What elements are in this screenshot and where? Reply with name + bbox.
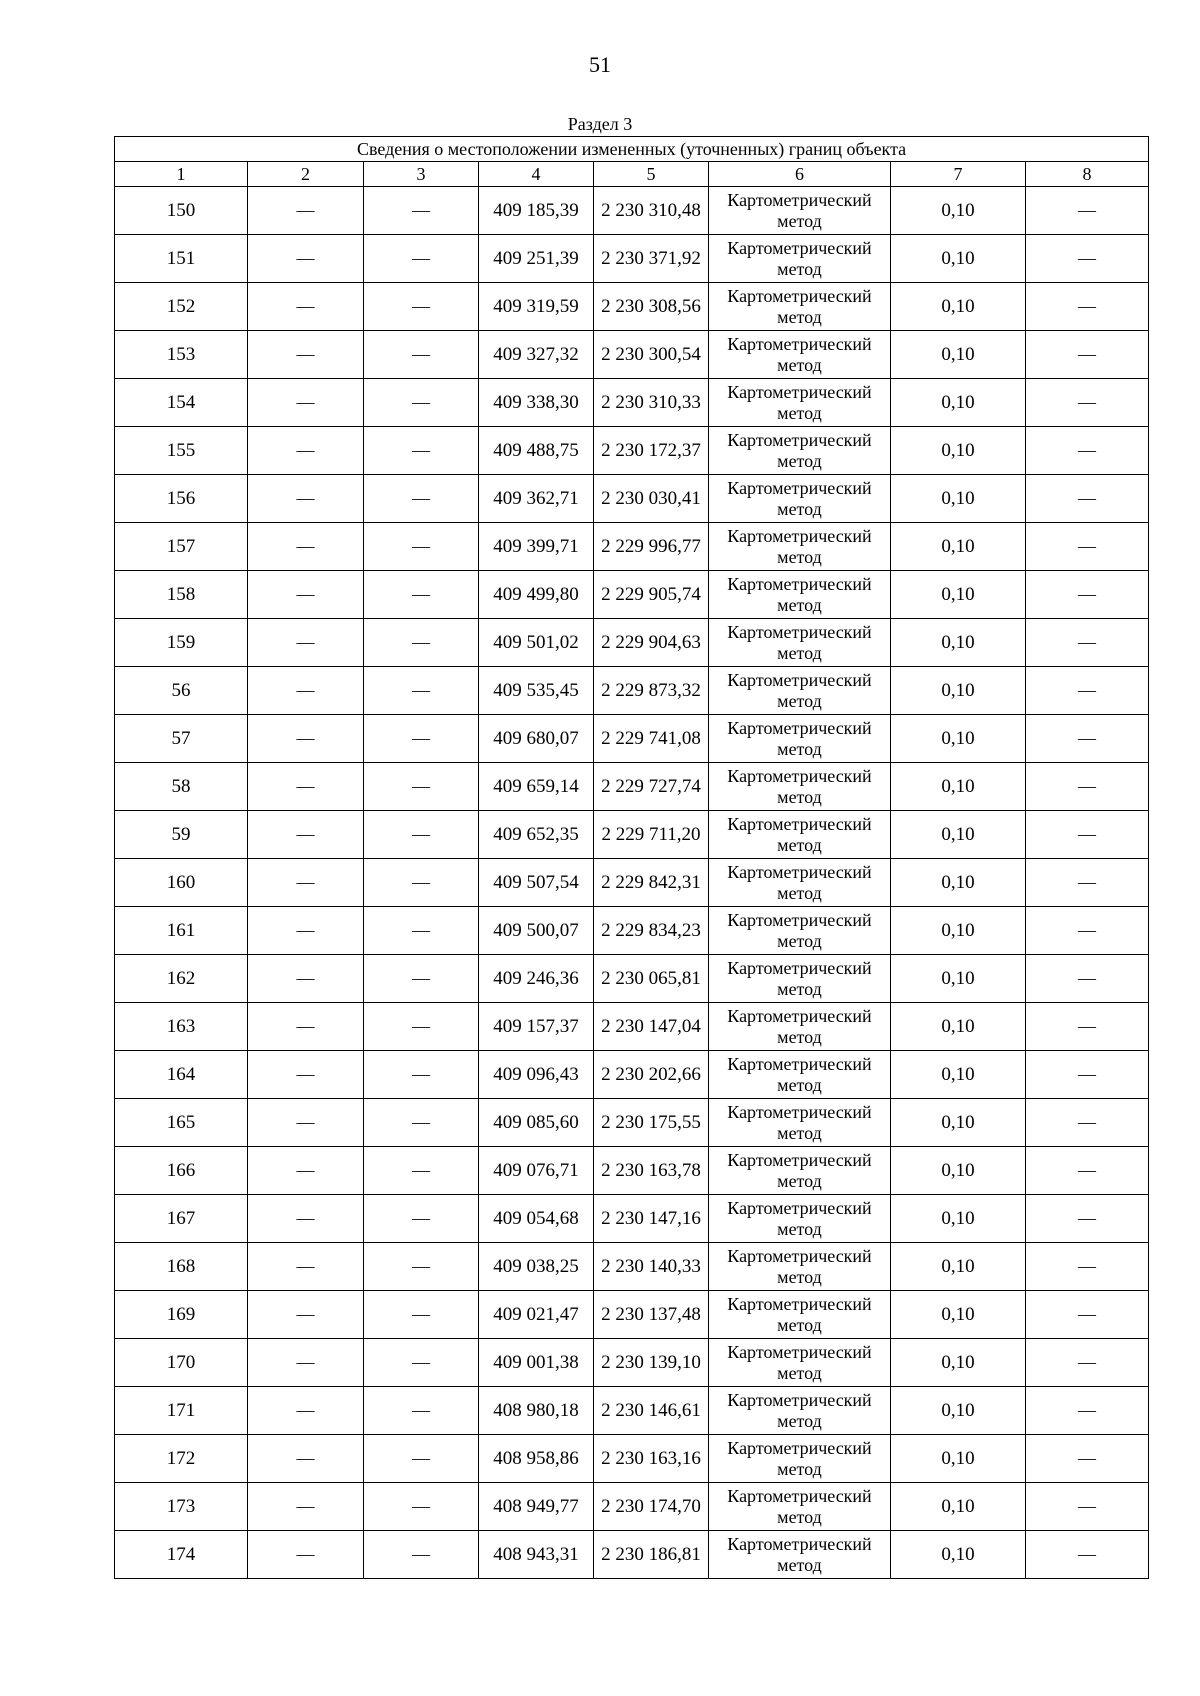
column-3-cell: — bbox=[364, 1051, 479, 1099]
point-number-cell: 174 bbox=[115, 1531, 248, 1579]
x-coordinate-cell: 408 943,31 bbox=[479, 1531, 594, 1579]
table-row bbox=[115, 475, 1149, 523]
accuracy-cell: 0,10 bbox=[891, 1531, 1026, 1579]
table-row bbox=[115, 859, 1149, 907]
x-coordinate-cell: 409 251,39 bbox=[479, 235, 594, 283]
x-coordinate-cell: 409 535,45 bbox=[479, 667, 594, 715]
column-3-cell: — bbox=[364, 667, 479, 715]
point-number-cell: 155 bbox=[115, 427, 248, 475]
column-3-cell: — bbox=[364, 523, 479, 571]
x-coordinate-cell: 409 680,07 bbox=[479, 715, 594, 763]
method-cell: Картометрический метод bbox=[709, 523, 891, 571]
x-coordinate-cell: 409 096,43 bbox=[479, 1051, 594, 1099]
accuracy-cell: 0,10 bbox=[891, 1051, 1026, 1099]
point-number-cell: 156 bbox=[115, 475, 248, 523]
column-8-cell: — bbox=[1026, 667, 1149, 715]
column-2-cell: — bbox=[248, 811, 364, 859]
method-cell: Картометрический метод bbox=[709, 1243, 891, 1291]
point-number-cell: 161 bbox=[115, 907, 248, 955]
point-number-cell: 151 bbox=[115, 235, 248, 283]
method-cell: Картометрический метод bbox=[709, 331, 891, 379]
point-number-cell: 158 bbox=[115, 571, 248, 619]
section-label: Раздел 3 bbox=[567, 114, 633, 134]
point-number-cell: 56 bbox=[115, 667, 248, 715]
point-number-cell: 169 bbox=[115, 1291, 248, 1339]
table-row bbox=[115, 187, 1149, 235]
column-3-cell: — bbox=[364, 1003, 479, 1051]
table-row bbox=[115, 1387, 1149, 1435]
column-8-cell: — bbox=[1026, 187, 1149, 235]
column-2-cell: — bbox=[248, 475, 364, 523]
table-row bbox=[115, 1483, 1149, 1531]
column-2-cell: — bbox=[248, 955, 364, 1003]
x-coordinate-cell: 409 157,37 bbox=[479, 1003, 594, 1051]
column-2-cell: — bbox=[248, 235, 364, 283]
y-coordinate-cell: 2 229 741,08 bbox=[594, 715, 709, 763]
column-3-cell: — bbox=[364, 763, 479, 811]
method-cell: Картометрический метод bbox=[709, 667, 891, 715]
column-8-cell: — bbox=[1026, 427, 1149, 475]
column-3-cell: — bbox=[364, 331, 479, 379]
column-2-cell: — bbox=[248, 523, 364, 571]
column-2-cell: — bbox=[248, 859, 364, 907]
y-coordinate-cell: 2 229 904,63 bbox=[594, 619, 709, 667]
column-3-cell: — bbox=[364, 811, 479, 859]
accuracy-cell: 0,10 bbox=[891, 1195, 1026, 1243]
method-cell: Картометрический метод bbox=[709, 907, 891, 955]
column-8-cell: — bbox=[1026, 1243, 1149, 1291]
table-caption-row bbox=[115, 137, 1149, 162]
column-3-cell: — bbox=[364, 1435, 479, 1483]
method-cell: Картометрический метод bbox=[709, 571, 891, 619]
x-coordinate-cell: 409 054,68 bbox=[479, 1195, 594, 1243]
method-cell: Картометрический метод bbox=[709, 1147, 891, 1195]
column-8-cell: — bbox=[1026, 1003, 1149, 1051]
x-coordinate-cell: 409 399,71 bbox=[479, 523, 594, 571]
column-8-cell: — bbox=[1026, 907, 1149, 955]
column-2-cell: — bbox=[248, 1243, 364, 1291]
method-cell: Картометрический метод bbox=[709, 427, 891, 475]
accuracy-cell: 0,10 bbox=[891, 859, 1026, 907]
x-coordinate-cell: 409 500,07 bbox=[479, 907, 594, 955]
x-coordinate-cell: 409 185,39 bbox=[479, 187, 594, 235]
column-2-cell: — bbox=[248, 1291, 364, 1339]
column-2-cell: — bbox=[248, 1099, 364, 1147]
column-3-cell: — bbox=[364, 1291, 479, 1339]
column-2-cell: — bbox=[248, 427, 364, 475]
column-8-cell: — bbox=[1026, 1051, 1149, 1099]
accuracy-cell: 0,10 bbox=[891, 715, 1026, 763]
table-row bbox=[115, 619, 1149, 667]
column-8-cell: — bbox=[1026, 1339, 1149, 1387]
y-coordinate-cell: 2 230 308,56 bbox=[594, 283, 709, 331]
y-coordinate-cell: 2 230 147,16 bbox=[594, 1195, 709, 1243]
point-number-cell: 157 bbox=[115, 523, 248, 571]
table-row bbox=[115, 667, 1149, 715]
point-number-cell: 58 bbox=[115, 763, 248, 811]
column-8-cell: — bbox=[1026, 811, 1149, 859]
column-number: 4 bbox=[479, 162, 594, 187]
table-row bbox=[115, 955, 1149, 1003]
method-cell: Картометрический метод bbox=[709, 235, 891, 283]
accuracy-cell: 0,10 bbox=[891, 955, 1026, 1003]
column-8-cell: — bbox=[1026, 331, 1149, 379]
x-coordinate-cell: 409 076,71 bbox=[479, 1147, 594, 1195]
x-coordinate-cell: 409 499,80 bbox=[479, 571, 594, 619]
column-2-cell: — bbox=[248, 571, 364, 619]
y-coordinate-cell: 2 230 139,10 bbox=[594, 1339, 709, 1387]
accuracy-cell: 0,10 bbox=[891, 763, 1026, 811]
x-coordinate-cell: 408 980,18 bbox=[479, 1387, 594, 1435]
column-3-cell: — bbox=[364, 571, 479, 619]
column-2-cell: — bbox=[248, 907, 364, 955]
accuracy-cell: 0,10 bbox=[891, 187, 1026, 235]
column-2-cell: — bbox=[248, 1531, 364, 1579]
method-cell: Картометрический метод bbox=[709, 763, 891, 811]
column-8-cell: — bbox=[1026, 955, 1149, 1003]
column-8-cell: — bbox=[1026, 1291, 1149, 1339]
accuracy-cell: 0,10 bbox=[891, 475, 1026, 523]
column-3-cell: — bbox=[364, 1387, 479, 1435]
y-coordinate-cell: 2 230 140,33 bbox=[594, 1243, 709, 1291]
column-2-cell: — bbox=[248, 1003, 364, 1051]
point-number-cell: 150 bbox=[115, 187, 248, 235]
column-3-cell: — bbox=[364, 283, 479, 331]
column-8-cell: — bbox=[1026, 523, 1149, 571]
table-row bbox=[115, 1147, 1149, 1195]
x-coordinate-cell: 409 652,35 bbox=[479, 811, 594, 859]
accuracy-cell: 0,10 bbox=[891, 811, 1026, 859]
method-cell: Картометрический метод bbox=[709, 859, 891, 907]
method-cell: Картометрический метод bbox=[709, 187, 891, 235]
point-number-cell: 57 bbox=[115, 715, 248, 763]
table-row bbox=[115, 1243, 1149, 1291]
column-3-cell: — bbox=[364, 379, 479, 427]
accuracy-cell: 0,10 bbox=[891, 907, 1026, 955]
accuracy-cell: 0,10 bbox=[891, 1483, 1026, 1531]
method-cell: Картометрический метод bbox=[709, 475, 891, 523]
y-coordinate-cell: 2 230 174,70 bbox=[594, 1483, 709, 1531]
x-coordinate-cell: 409 001,38 bbox=[479, 1339, 594, 1387]
y-coordinate-cell: 2 230 147,04 bbox=[594, 1003, 709, 1051]
y-coordinate-cell: 2 230 202,66 bbox=[594, 1051, 709, 1099]
column-number: 6 bbox=[709, 162, 891, 187]
table-row bbox=[115, 1099, 1149, 1147]
accuracy-cell: 0,10 bbox=[891, 1435, 1026, 1483]
x-coordinate-cell: 409 246,36 bbox=[479, 955, 594, 1003]
accuracy-cell: 0,10 bbox=[891, 235, 1026, 283]
method-cell: Картометрический метод bbox=[709, 955, 891, 1003]
column-8-cell: — bbox=[1026, 619, 1149, 667]
table-row bbox=[115, 907, 1149, 955]
method-cell: Картометрический метод bbox=[709, 283, 891, 331]
point-number-cell: 153 bbox=[115, 331, 248, 379]
accuracy-cell: 0,10 bbox=[891, 1147, 1026, 1195]
x-coordinate-cell: 408 958,86 bbox=[479, 1435, 594, 1483]
y-coordinate-cell: 2 229 711,20 bbox=[594, 811, 709, 859]
point-number-cell: 166 bbox=[115, 1147, 248, 1195]
y-coordinate-cell: 2 229 727,74 bbox=[594, 763, 709, 811]
y-coordinate-cell: 2 230 065,81 bbox=[594, 955, 709, 1003]
column-number-row bbox=[115, 162, 1149, 187]
table-row bbox=[115, 571, 1149, 619]
column-2-cell: — bbox=[248, 187, 364, 235]
point-number-cell: 59 bbox=[115, 811, 248, 859]
column-3-cell: — bbox=[364, 1531, 479, 1579]
y-coordinate-cell: 2 229 834,23 bbox=[594, 907, 709, 955]
column-2-cell: — bbox=[248, 667, 364, 715]
table-row bbox=[115, 1531, 1149, 1579]
column-2-cell: — bbox=[248, 1387, 364, 1435]
x-coordinate-cell: 409 085,60 bbox=[479, 1099, 594, 1147]
table-row bbox=[115, 1003, 1149, 1051]
column-8-cell: — bbox=[1026, 1531, 1149, 1579]
column-3-cell: — bbox=[364, 475, 479, 523]
x-coordinate-cell: 409 338,30 bbox=[479, 379, 594, 427]
table-row bbox=[115, 427, 1149, 475]
point-number-cell: 164 bbox=[115, 1051, 248, 1099]
accuracy-cell: 0,10 bbox=[891, 283, 1026, 331]
column-3-cell: — bbox=[364, 427, 479, 475]
column-2-cell: — bbox=[248, 619, 364, 667]
boundary-coordinates-table bbox=[114, 136, 1149, 1579]
column-number: 8 bbox=[1026, 162, 1149, 187]
point-number-cell: 168 bbox=[115, 1243, 248, 1291]
column-3-cell: — bbox=[364, 859, 479, 907]
page-number: 51 bbox=[589, 52, 611, 77]
accuracy-cell: 0,10 bbox=[891, 619, 1026, 667]
y-coordinate-cell: 2 230 186,81 bbox=[594, 1531, 709, 1579]
x-coordinate-cell: 409 659,14 bbox=[479, 763, 594, 811]
method-cell: Картометрический метод bbox=[709, 1291, 891, 1339]
table-row bbox=[115, 331, 1149, 379]
column-8-cell: — bbox=[1026, 379, 1149, 427]
column-8-cell: — bbox=[1026, 571, 1149, 619]
point-number-cell: 152 bbox=[115, 283, 248, 331]
column-2-cell: — bbox=[248, 1483, 364, 1531]
y-coordinate-cell: 2 230 175,55 bbox=[594, 1099, 709, 1147]
column-3-cell: — bbox=[364, 187, 479, 235]
method-cell: Картометрический метод bbox=[709, 1003, 891, 1051]
x-coordinate-cell: 409 501,02 bbox=[479, 619, 594, 667]
y-coordinate-cell: 2 229 873,32 bbox=[594, 667, 709, 715]
point-number-cell: 172 bbox=[115, 1435, 248, 1483]
accuracy-cell: 0,10 bbox=[891, 667, 1026, 715]
column-3-cell: — bbox=[364, 715, 479, 763]
accuracy-cell: 0,10 bbox=[891, 379, 1026, 427]
point-number-cell: 154 bbox=[115, 379, 248, 427]
column-8-cell: — bbox=[1026, 1435, 1149, 1483]
column-8-cell: — bbox=[1026, 715, 1149, 763]
point-number-cell: 160 bbox=[115, 859, 248, 907]
column-3-cell: — bbox=[364, 907, 479, 955]
column-number: 5 bbox=[594, 162, 709, 187]
accuracy-cell: 0,10 bbox=[891, 427, 1026, 475]
column-number: 3 bbox=[364, 162, 479, 187]
column-8-cell: — bbox=[1026, 235, 1149, 283]
y-coordinate-cell: 2 229 905,74 bbox=[594, 571, 709, 619]
method-cell: Картометрический метод bbox=[709, 1387, 891, 1435]
table-caption: Сведения о местоположении измененных (уточненных) границ объекта bbox=[115, 137, 1149, 162]
y-coordinate-cell: 2 230 030,41 bbox=[594, 475, 709, 523]
method-cell: Картометрический метод bbox=[709, 379, 891, 427]
y-coordinate-cell: 2 230 310,33 bbox=[594, 379, 709, 427]
x-coordinate-cell: 409 327,32 bbox=[479, 331, 594, 379]
column-8-cell: — bbox=[1026, 1387, 1149, 1435]
method-cell: Картометрический метод bbox=[709, 1195, 891, 1243]
x-coordinate-cell: 409 507,54 bbox=[479, 859, 594, 907]
column-2-cell: — bbox=[248, 283, 364, 331]
column-8-cell: — bbox=[1026, 283, 1149, 331]
table-row bbox=[115, 811, 1149, 859]
y-coordinate-cell: 2 230 310,48 bbox=[594, 187, 709, 235]
point-number-cell: 170 bbox=[115, 1339, 248, 1387]
column-number: 2 bbox=[248, 162, 364, 187]
column-number: 7 bbox=[891, 162, 1026, 187]
table-row bbox=[115, 379, 1149, 427]
y-coordinate-cell: 2 230 146,61 bbox=[594, 1387, 709, 1435]
point-number-cell: 173 bbox=[115, 1483, 248, 1531]
point-number-cell: 163 bbox=[115, 1003, 248, 1051]
column-2-cell: — bbox=[248, 1339, 364, 1387]
table-row bbox=[115, 1339, 1149, 1387]
method-cell: Картометрический метод bbox=[709, 1435, 891, 1483]
column-3-cell: — bbox=[364, 1483, 479, 1531]
column-3-cell: — bbox=[364, 619, 479, 667]
point-number-cell: 171 bbox=[115, 1387, 248, 1435]
accuracy-cell: 0,10 bbox=[891, 1387, 1026, 1435]
method-cell: Картометрический метод bbox=[709, 1531, 891, 1579]
x-coordinate-cell: 409 038,25 bbox=[479, 1243, 594, 1291]
y-coordinate-cell: 2 230 300,54 bbox=[594, 331, 709, 379]
column-3-cell: — bbox=[364, 1147, 479, 1195]
column-2-cell: — bbox=[248, 1147, 364, 1195]
table-row bbox=[115, 1291, 1149, 1339]
accuracy-cell: 0,10 bbox=[891, 1291, 1026, 1339]
column-3-cell: — bbox=[364, 955, 479, 1003]
y-coordinate-cell: 2 230 163,16 bbox=[594, 1435, 709, 1483]
method-cell: Картометрический метод bbox=[709, 1339, 891, 1387]
column-2-cell: — bbox=[248, 715, 364, 763]
method-cell: Картометрический метод bbox=[709, 811, 891, 859]
point-number-cell: 162 bbox=[115, 955, 248, 1003]
accuracy-cell: 0,10 bbox=[891, 1243, 1026, 1291]
column-3-cell: — bbox=[364, 1339, 479, 1387]
column-8-cell: — bbox=[1026, 475, 1149, 523]
point-number-cell: 159 bbox=[115, 619, 248, 667]
method-cell: Картометрический метод bbox=[709, 715, 891, 763]
accuracy-cell: 0,10 bbox=[891, 571, 1026, 619]
column-3-cell: — bbox=[364, 1195, 479, 1243]
method-cell: Картометрический метод bbox=[709, 1483, 891, 1531]
point-number-cell: 167 bbox=[115, 1195, 248, 1243]
x-coordinate-cell: 409 362,71 bbox=[479, 475, 594, 523]
column-number: 1 bbox=[115, 162, 248, 187]
column-2-cell: — bbox=[248, 1051, 364, 1099]
accuracy-cell: 0,10 bbox=[891, 1099, 1026, 1147]
table-row bbox=[115, 1435, 1149, 1483]
y-coordinate-cell: 2 230 163,78 bbox=[594, 1147, 709, 1195]
table-row bbox=[115, 523, 1149, 571]
x-coordinate-cell: 409 021,47 bbox=[479, 1291, 594, 1339]
table-row bbox=[115, 1051, 1149, 1099]
method-cell: Картометрический метод bbox=[709, 619, 891, 667]
column-2-cell: — bbox=[248, 379, 364, 427]
column-8-cell: — bbox=[1026, 1147, 1149, 1195]
column-8-cell: — bbox=[1026, 1099, 1149, 1147]
x-coordinate-cell: 409 319,59 bbox=[479, 283, 594, 331]
accuracy-cell: 0,10 bbox=[891, 1003, 1026, 1051]
accuracy-cell: 0,10 bbox=[891, 523, 1026, 571]
column-3-cell: — bbox=[364, 1099, 479, 1147]
column-8-cell: — bbox=[1026, 859, 1149, 907]
accuracy-cell: 0,10 bbox=[891, 1339, 1026, 1387]
y-coordinate-cell: 2 229 842,31 bbox=[594, 859, 709, 907]
table-row bbox=[115, 235, 1149, 283]
x-coordinate-cell: 408 949,77 bbox=[479, 1483, 594, 1531]
method-cell: Картометрический метод bbox=[709, 1051, 891, 1099]
point-number-cell: 165 bbox=[115, 1099, 248, 1147]
accuracy-cell: 0,10 bbox=[891, 331, 1026, 379]
table-row bbox=[115, 715, 1149, 763]
table-row bbox=[115, 1195, 1149, 1243]
column-2-cell: — bbox=[248, 1435, 364, 1483]
column-2-cell: — bbox=[248, 331, 364, 379]
column-8-cell: — bbox=[1026, 1483, 1149, 1531]
y-coordinate-cell: 2 229 996,77 bbox=[594, 523, 709, 571]
y-coordinate-cell: 2 230 371,92 bbox=[594, 235, 709, 283]
y-coordinate-cell: 2 230 172,37 bbox=[594, 427, 709, 475]
column-8-cell: — bbox=[1026, 763, 1149, 811]
column-3-cell: — bbox=[364, 1243, 479, 1291]
column-2-cell: — bbox=[248, 1195, 364, 1243]
column-8-cell: — bbox=[1026, 1195, 1149, 1243]
column-3-cell: — bbox=[364, 235, 479, 283]
table-row bbox=[115, 763, 1149, 811]
table-row bbox=[115, 283, 1149, 331]
x-coordinate-cell: 409 488,75 bbox=[479, 427, 594, 475]
method-cell: Картометрический метод bbox=[709, 1099, 891, 1147]
y-coordinate-cell: 2 230 137,48 bbox=[594, 1291, 709, 1339]
column-2-cell: — bbox=[248, 763, 364, 811]
